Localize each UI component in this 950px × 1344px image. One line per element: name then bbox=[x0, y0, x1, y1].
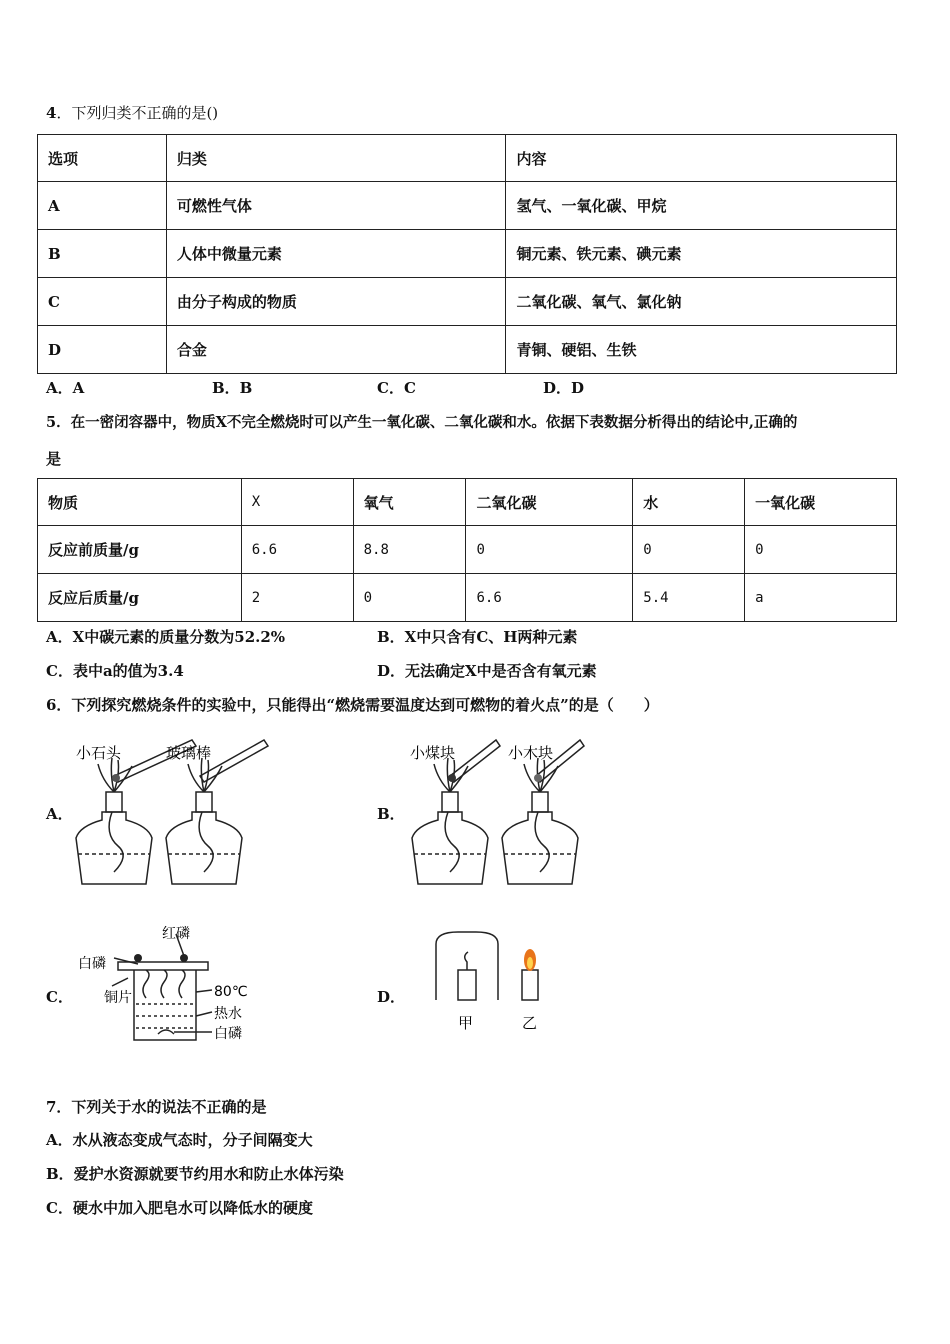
fig-c-label: 铜片 bbox=[104, 990, 132, 1006]
q5-header-cell: 物质 bbox=[38, 479, 242, 526]
q5-stem-line2: 是 bbox=[46, 450, 62, 468]
q6-option-a[interactable]: A． bbox=[46, 805, 73, 823]
q4-number: 4 bbox=[46, 104, 57, 122]
q7-option-b[interactable]: B．爱护水资源就要节约用水和防止水体污染 bbox=[46, 1165, 344, 1183]
q4-header-cell: 选项 bbox=[38, 135, 167, 182]
q5-option-c[interactable]: C．表中a的值为3.4 bbox=[46, 662, 184, 680]
q5-header-cell: X bbox=[241, 479, 353, 526]
figure-b-alcohol-lamps bbox=[410, 734, 610, 890]
table-cell: 0 bbox=[633, 526, 745, 574]
table-row bbox=[38, 182, 897, 230]
white-phosphorus-icon bbox=[134, 954, 142, 962]
figure-a-alcohol-lamps bbox=[74, 734, 274, 890]
q4-header-cell: 归类 bbox=[166, 135, 506, 182]
table-cell: 反应前质量/g bbox=[38, 526, 242, 574]
table-row bbox=[38, 526, 897, 574]
q4-option-d[interactable]: D．D bbox=[543, 379, 585, 397]
q5-option-a[interactable]: A．X中碳元素的质量分数为52.2% bbox=[46, 628, 286, 646]
table-cell: 8.8 bbox=[353, 526, 466, 574]
table-cell: 人体中微量元素 bbox=[166, 230, 506, 278]
fig-a-left-label: 小石头 bbox=[76, 744, 122, 762]
table-row bbox=[38, 574, 897, 622]
q5-option-b[interactable]: B．X中只含有C、H两种元素 bbox=[377, 628, 578, 646]
table-cell: a bbox=[745, 574, 897, 622]
q4-option-b[interactable]: B．B bbox=[212, 379, 253, 397]
q6-option-b[interactable]: B． bbox=[377, 805, 405, 823]
stone-icon bbox=[112, 774, 120, 782]
table-cell: 可燃性气体 bbox=[166, 182, 506, 230]
table-cell: 由分子构成的物质 bbox=[166, 278, 506, 326]
q7-stem: 7．下列关于水的说法不正确的是 bbox=[46, 1098, 267, 1116]
fig-c-label: 白磷 bbox=[78, 956, 106, 972]
table-row bbox=[38, 326, 897, 374]
table-cell: 0 bbox=[353, 574, 466, 622]
q4-stem-text: 下列归类不正确的是() bbox=[71, 104, 219, 122]
table-cell: 合金 bbox=[166, 326, 506, 374]
table-cell: 5.4 bbox=[633, 574, 745, 622]
fig-d-label: 乙 bbox=[522, 1014, 538, 1032]
table-row bbox=[38, 278, 897, 326]
q6-stem: 6．下列探究燃烧条件的实验中，只能得出“燃烧需要温度达到可燃物的着火点”的是（ ） bbox=[46, 696, 659, 714]
table-cell: 二氧化碳、氧气、氯化钠 bbox=[506, 278, 897, 326]
q4-stem: 4．下列归类不正确的是() bbox=[46, 104, 219, 122]
q5-header-cell: 二氧化碳 bbox=[466, 479, 633, 526]
coal-icon bbox=[448, 774, 456, 782]
fig-b-right-label: 小木块 bbox=[508, 744, 554, 762]
q5-header-cell: 水 bbox=[633, 479, 745, 526]
q5-table bbox=[37, 478, 897, 622]
table-cell: A bbox=[38, 182, 167, 230]
table-cell: 青铜、硬铝、生铁 bbox=[506, 326, 897, 374]
table-cell: 0 bbox=[745, 526, 897, 574]
fig-a-right-label: 玻璃棒 bbox=[166, 744, 212, 762]
fig-c-label: 热水 bbox=[214, 1006, 242, 1022]
fig-c-label: 白磷 bbox=[214, 1026, 242, 1042]
table-cell: B bbox=[38, 230, 167, 278]
q4-table bbox=[37, 134, 897, 374]
q5-stem-line1: 5．在一密闭容器中，物质X不完全燃烧时可以产生一氧化碳、二氧化碳和水。依据下表数据分析得出的结论中,正确的 bbox=[46, 414, 798, 431]
fig-d-label: 甲 bbox=[458, 1014, 474, 1032]
fig-c-label: 80℃ bbox=[214, 984, 248, 1000]
table-cell: C bbox=[38, 278, 167, 326]
table-cell: 2 bbox=[241, 574, 353, 622]
table-row bbox=[38, 230, 897, 278]
q6-option-d[interactable]: D． bbox=[377, 988, 406, 1006]
q5-header-cell: 氧气 bbox=[353, 479, 466, 526]
q5-header-row bbox=[38, 479, 897, 526]
fig-c-label: 红磷 bbox=[162, 926, 190, 942]
q4-header-row bbox=[38, 135, 897, 182]
table-cell: D bbox=[38, 326, 167, 374]
q4-header-cell: 内容 bbox=[506, 135, 897, 182]
q6-option-c[interactable]: C． bbox=[46, 988, 73, 1006]
table-cell: 6.6 bbox=[466, 574, 633, 622]
q4-option-a[interactable]: A．A bbox=[46, 379, 85, 397]
q7-option-c[interactable]: C．硬水中加入肥皂水可以降低水的硬度 bbox=[46, 1199, 313, 1217]
table-cell: 氢气、一氧化碳、甲烷 bbox=[506, 182, 897, 230]
table-cell: 铜元素、铁元素、碘元素 bbox=[506, 230, 897, 278]
q5-option-d[interactable]: D．无法确定X中是否含有氧元素 bbox=[377, 662, 597, 680]
wood-icon bbox=[534, 774, 542, 782]
flame-core-icon bbox=[527, 957, 533, 969]
q4-option-c[interactable]: C．C bbox=[377, 379, 416, 397]
red-phosphorus-icon bbox=[180, 954, 188, 962]
q7-option-a[interactable]: A．水从液态变成气态时，分子间隔变大 bbox=[46, 1131, 313, 1149]
figure-c-beaker bbox=[76, 920, 276, 1046]
table-cell: 反应后质量/g bbox=[38, 574, 242, 622]
fig-b-left-label: 小煤块 bbox=[410, 744, 456, 762]
q5-header-cell: 一氧化碳 bbox=[745, 479, 897, 526]
table-cell: 0 bbox=[466, 526, 633, 574]
table-cell: 6.6 bbox=[241, 526, 353, 574]
figure-d-candles bbox=[428, 926, 568, 1036]
